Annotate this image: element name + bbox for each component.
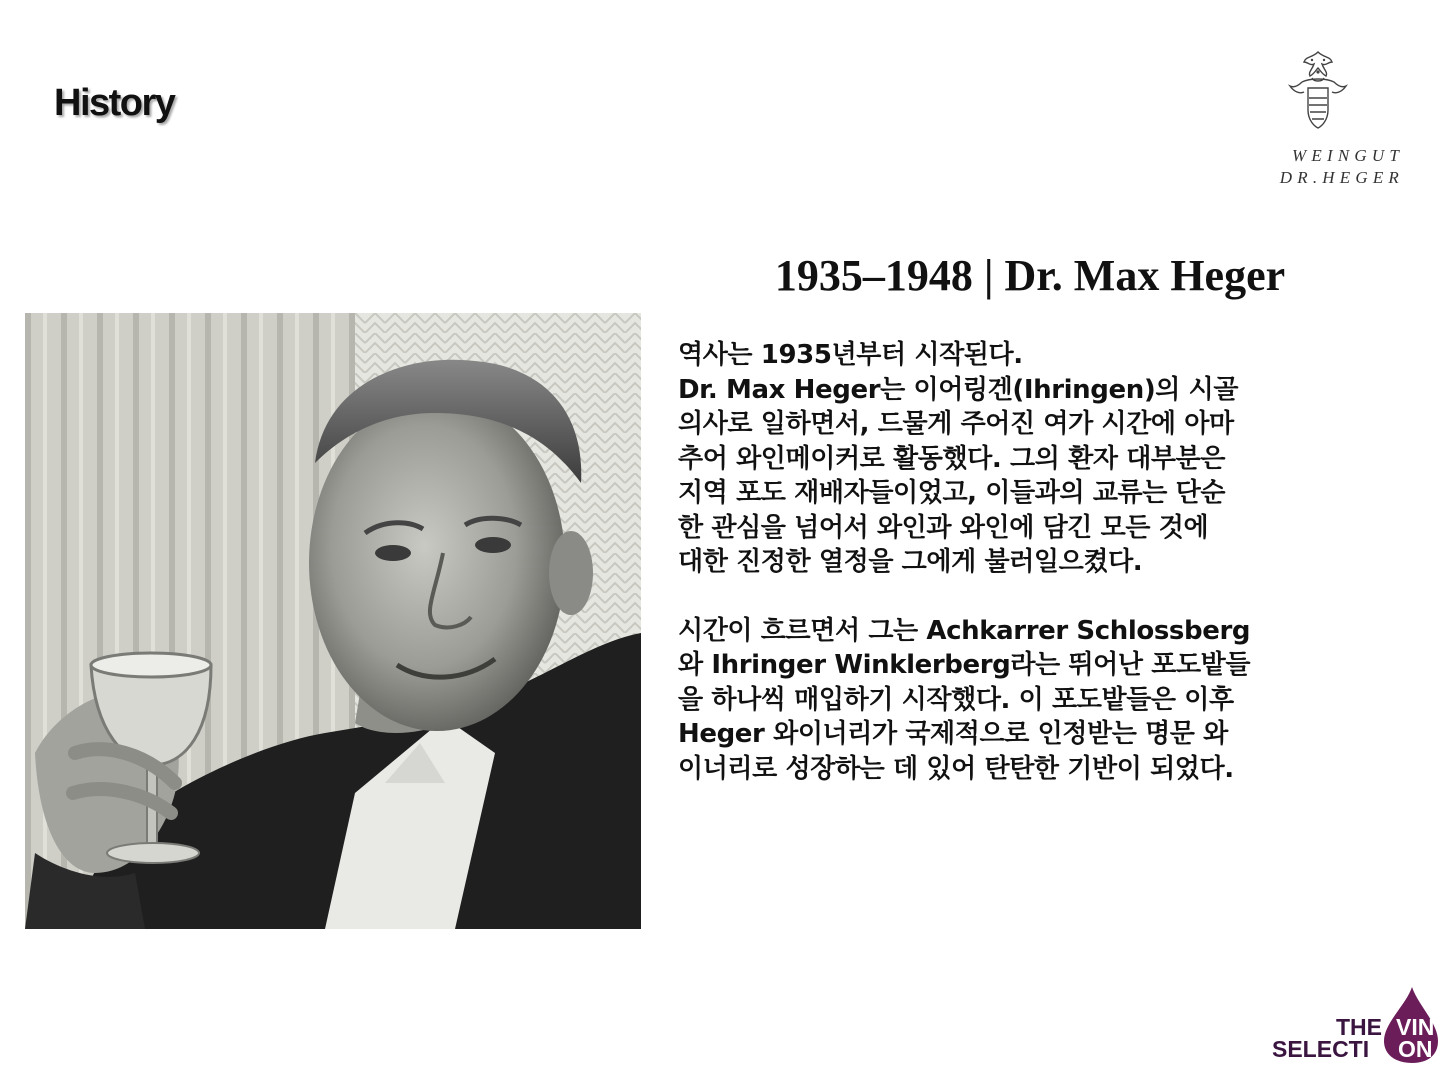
text-line: 대한 진정한 열정을 그에게 불러일으켰다.	[678, 547, 1143, 577]
brand-name-line2: DR.HEGER	[1279, 168, 1404, 187]
page-title: History	[54, 82, 175, 124]
text-line: 의사로 일하면서, 드물게 주어진 여가 시간에 아마	[678, 409, 1234, 439]
weingut-heger-logo	[1232, 48, 1404, 193]
logo-text-selection: SELECTI	[1272, 1036, 1370, 1062]
logo-text-vin: VIN	[1396, 1014, 1435, 1040]
text-line: 지역 포도 재배자들이었고, 이들과의 교류는 단순	[678, 478, 1226, 508]
text-line: 한 관심을 넘어서 와인과 와인에 담긴 모든 것에	[678, 512, 1209, 543]
history-text	[678, 338, 1418, 786]
text-line: Dr. Max Heger는 이어링겐(Ihringen)의 시골	[678, 374, 1239, 405]
text-line: Heger 와이너리가 국제적으로 인정받는 명문 와	[678, 719, 1228, 749]
logo-text-the: THE	[1336, 1014, 1382, 1040]
heger-crest-icon	[1282, 48, 1354, 140]
text-line: 이너리로 성장하는 데 있어 탄탄한 기반이 되었다.	[678, 753, 1234, 784]
text-line: 와 Ihringer Winklerberg라는 뛰어난 포도밭들	[678, 650, 1251, 680]
paragraph-2	[678, 614, 1418, 787]
paragraph-1	[678, 338, 1418, 580]
text-line: 추어 와인메이커로 활동했다. 그의 환자 대부분은	[678, 443, 1226, 474]
text-line: 을 하나씩 매입하기 시작했다. 이 포도밭들은 이후	[678, 684, 1234, 715]
text-line: 역사는 1935년부터 시작된다.	[678, 340, 1023, 370]
text-line: 시간이 흐르면서 그는 Achkarrer Schlossberg	[678, 615, 1251, 646]
brand-name-line1: WEINGUT	[1292, 146, 1404, 165]
the-vin-selection-logo	[1268, 983, 1438, 1065]
portrait-photo	[25, 313, 641, 929]
logo-text-on: ON	[1398, 1036, 1433, 1062]
era-heading: 1935–1948 | Dr. Max Heger	[774, 251, 1286, 300]
